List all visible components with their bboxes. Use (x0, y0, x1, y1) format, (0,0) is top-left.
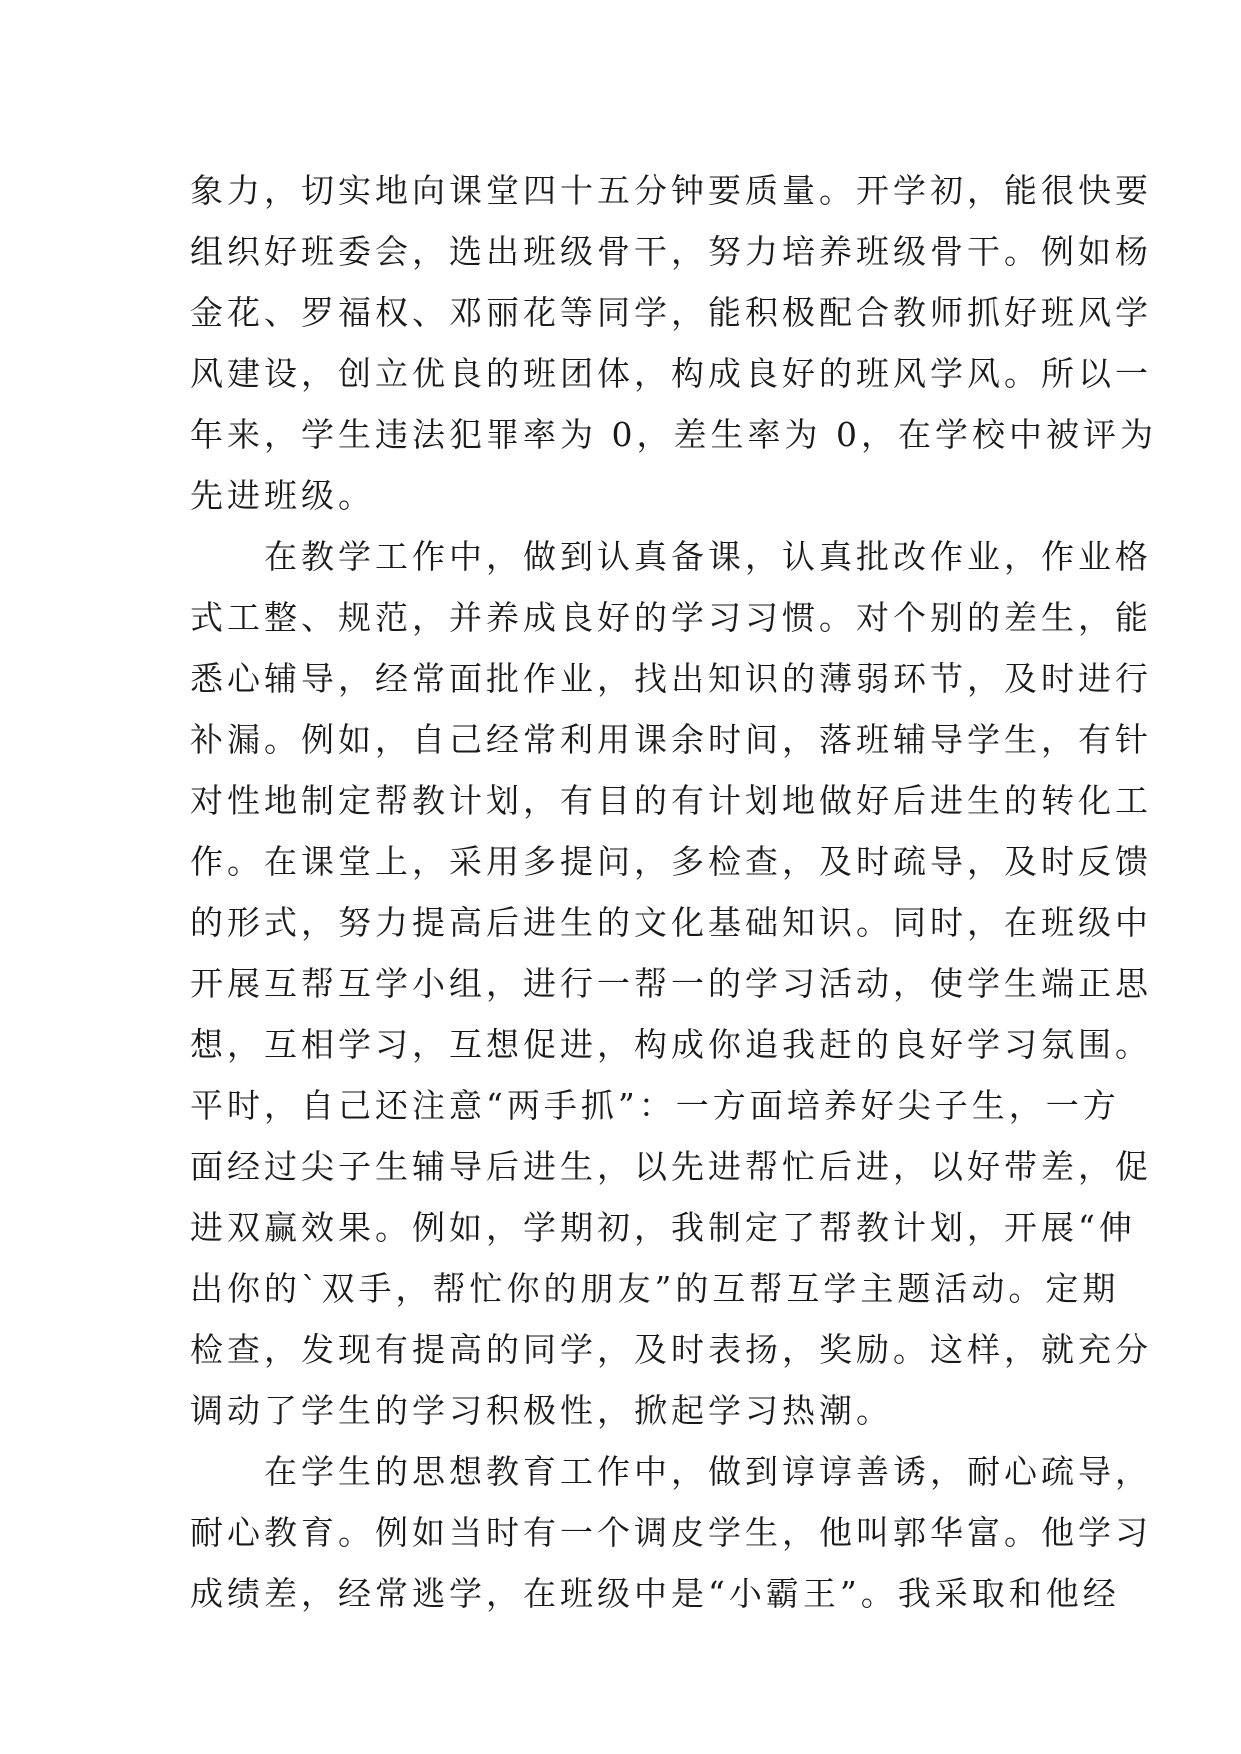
text-line: 金花、罗福权、邓丽花等同学，能积极配合教师抓好班风学 (190, 293, 1152, 332)
text-line: 检查，发现有提高的同学，及时表扬，奖励。这样，就充分 (190, 1330, 1152, 1369)
text-line: 的形式，努力提高后进生的文化基础知识。同时，在班级中 (190, 903, 1152, 942)
text-line: 想，互相学习，互想促进，构成你追我赶的良好学习氛围。 (190, 1025, 1152, 1064)
text-line: 在学生的思想教育工作中，做到谆谆善诱，耐心疏导， (190, 1452, 1152, 1491)
document-body (190, 160, 1157, 1624)
text-line: 出你的`双手，帮忙你的朋友”的互帮互学主题活动。定期 (190, 1269, 1120, 1308)
text-line: 进双赢效果。例如，学期初，我制定了帮教计划，开展“伸 (190, 1208, 1136, 1247)
text-line: 平时，自己还注意“两手抓”：一方面培养好尖子生，一方 (190, 1086, 1120, 1125)
text-line: 先进班级。 (190, 476, 375, 515)
text-line: 成绩差，经常逃学，在班级中是“小霸王”。我采取和他经 (190, 1574, 1120, 1613)
text-line: 悉心辅导，经常面批作业，找出知识的薄弱环节，及时进行 (190, 659, 1152, 698)
text-line: 作。在课堂上，采用多提问，多检查，及时疏导，及时反馈 (190, 842, 1152, 881)
text-line: 补漏。例如，自己经常利用课余时间，落班辅导学生，有针 (190, 720, 1152, 759)
text-line: 组织好班委会，选出班级骨干，努力培养班级骨干。例如杨 (190, 232, 1152, 271)
text-line: 开展互帮互学小组，进行一帮一的学习活动，使学生端正思 (190, 964, 1152, 1003)
text-line: 对性地制定帮教计划，有目的有计划地做好后进生的转化工 (190, 781, 1152, 820)
text-line: 年来，学生违法犯罪率为 0，差生率为 0，在学校中被评为 (190, 415, 1157, 454)
text-line: 面经过尖子生辅导后进生，以先进帮忙后进，以好带差，促 (190, 1147, 1152, 1186)
text-line: 在教学工作中，做到认真备课，认真批改作业，作业格 (190, 537, 1152, 576)
text-line: 耐心教育。例如当时有一个调皮学生，他叫郭华富。他学习 (190, 1513, 1152, 1552)
text-line: 调动了学生的学习积极性，掀起学习热潮。 (190, 1391, 893, 1430)
text-line: 象力，切实地向课堂四十五分钟要质量。开学初，能很快要 (190, 171, 1152, 210)
text-line: 式工整、规范，并养成良好的学习习惯。对个别的差生，能 (190, 598, 1152, 637)
text-line: 风建设，创立优良的班团体，构成良好的班风学风。所以一 (190, 354, 1152, 393)
